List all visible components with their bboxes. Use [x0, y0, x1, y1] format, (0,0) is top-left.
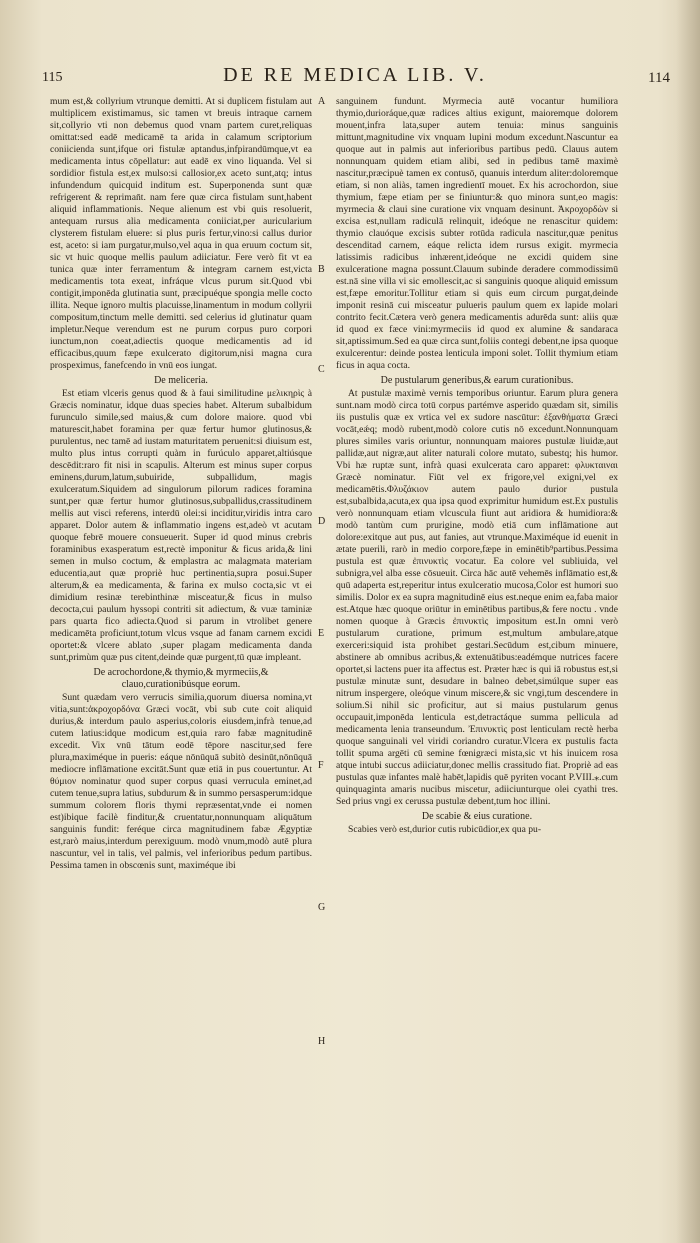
running-head: DE RE MEDICA LIB. V.	[223, 64, 487, 86]
paragraph-acrochordon: Sunt quædam vero verrucis similia,quorum diuersa nomina,vt vitia,sunt:ἀκροχορδόνα Græci vocāt, vbi sub cute coit aliquid durius,& interdum paulo asperius,coloris eiusdem,infrà tenue,ad cutem latius:idque modicum est,quia raro fabæ magnitudinē excedit. Vix vnū tātum eodē tēpore nascitur,sed fere plura,maximéque in pueris: eáque nōnūquā subitò desinūt,nōnūquā mediocre inflāmatione excitāt.Sunt quæ etiā in pus couertuntur. At θύμιον nominatur quod super corpus quasi verrucula eminet,ad cutem tenue,supra latius, subdurum & in summo persasperum:idque summum colorem floris thymi repræsentat,vnde ei nomen est)ibique facilè finditur,& cruentatur,nonnunquam aliquātum sanguinis fundit: feréque circa magnitudinem fabæ Ægyptiæ est,rarò maius,interdum perexiguum. modò vnum,modò autē plura nascuntur, vel in talis, vel palmis, vel inferioribus pedum partibus. Pessima tamen in obscœnis sunt, maximéque ibi	[50, 692, 312, 871]
left-column	[50, 96, 312, 1216]
right-column	[336, 96, 618, 1216]
paragraph-meliceria: Est etiam vlceris genus quod & à faui similitudine μελικηρὶς à Græcis nominatur, idque duas species habet. Alterum subalbidum furunculo simile,sed maius,& cum dolore maiore. quod vbi maturescit,habet foramina per quæ fertur humor glutinosus,& purulentus, nec tamē ad iustam maturitatem peruenit:si diuisum est, multo plus intus corrupti quàm in furúculo apparet,altiúsque descēdit:raro fit nisi in scapulis. Alterum est minus super corpus eminens,durum,latum,subuiride, subpallidum, magis exulceratum.Siquidem ad singulorum pilorum radices foramina sunt,per quæ fertur humor glutinosus,subpallidus,crassitudinem mellis aut visci referens, interdū olei:si inciditur,viridis intra caro apparet. Dolor autem & inflammatio ingens est,adeò vt acutam quoque febrē mouere consueuerit. Super id quod minus crebris foraminibus exasperatum est,rectè imponitur & ficus arida,& lini semen in mulso coctum, & emplastra ac malagmata materiam educentia,aut quæ propriè huc pertinentia,supra posui.Super alterum,& ea medicamenta, & farina ex mulso cocta,sic vt ei dimidium resinæ terebinthinæ misceatur,& ficus in mulso decocta,cui paulum hyssopi contriti sit adiectum, & vuæ taminiæ pars quarta fico adiecta.Quod si parum in vtrolibet genere medicamēta proficiunt,totum vlcus vsque ad fanam carnem excidi oportet:& vlcere ablato ,super plagam medicamenta danda sunt,primùm quæ pus citent,deinde quæ purgent,tū quæ impleant.	[50, 388, 312, 663]
paragraph-myrmecia: sanguinem fundunt. Myrmecia autē vocantur humiliora thymio,durioráque,quæ radices altius exigunt, maioremque dolorem mouent,infra lata,super autem tenuia: minus sanguinis mittunt,magnitudine vix vnquam lupini modum excedunt.Nascuntur ea quoque aut in palmis aut inferioribus partibus pedū. Clauus autem nonnunquam quidem etiam alibi, sed in pedibus tamē maximè nascitur,præcipuè tamen ex contusō, quanuis interdum aliter:doloremque etiam, si non aliàs, tamen ingredientī mouet. Ex his acrochordon, siue thymium, fæpe etiam per se finiuntur:& quo minora sunt,eo magis: myrmecia & claui sine curatione vix vnquam desinunt. Ἀκροχορδὼν si excisa est,nullam radiculā relinquit, ideóque ne renascitur quidem: thymio clauóque excisis subter rotūda radicula nascitur,quæ penitus descenditad carnem, eáque relicta idem rursus exigit. myrmecia latissimis radicibus inhærent,ideóque ne excidi quidem sine exulceratione magna possunt.Clauum subinde deradere commodissimū est.nā sine villa vi sic emollescit,ac si sanguinis quoque aliquid emissum est,fæpe emoritur.Tollitur etiam si quis eum circum purgat,deinde imponit resinā cui misceatur pulueris paulum quem ex lapide molari contrito fecit.Cætera verò genera medicamentis adurēda sunt: aliis quæ id quod ex fæce vini:myrmeciis id quod ex alumine & sandaraca sit,aptissimum.Sed ea quæ circa sunt,foliis contegi debent,ne ipsa quoque exulcerentur: deinde postea lenticula imponi solet. Tollit thymium etiam ficus in aqua cocta.	[336, 96, 618, 371]
margin-letter-h: H	[318, 1036, 326, 1047]
paragraph-fistula: mum est,& collyrium vtrunque demitti. At si duplicem fistulam aut multiplicem existimamus, sic tamen vt breuis intraque carnem sit,collyrio vti non debemus quod vnam partem curet,reliquas omittat:sed eadē medicamē ta arida in calamum scriptorium coniicienda sunt,ifque ori fistulæ aptandus,infpirandūmque,vt ea medicamenta intus cōpellatur: aut eadē ex vino liquanda. Vel si sordidior fistula est,ex mulso:si callosior,ex aceto sunt,atq; intus infundendum quicquid inditum est. Superponenda sunt quæ refrigerent & repriman̄t. nam fere quæ circa fistulam sunt,habent aliquid inflammationis. Neque alienum est vbi quis resoluerit, antequam rursus alia medicamenta coniiciat,per auricularium clysterem fistulam eluere: si plus puris fertur,vino:si callus durior est, aceto: si iam purgatur,mulso,vel aqua in qua eruum coctum sit, sic vt huic quoque mellis paulum adiiciatur. Fere verò fit vt ea tunica quæ inter ferramentum & integram carnem est,victa medicamentis tota exeat, infráque vlcus purum sit.Quod vbi contigit,imponēda glutinatia sunt, præcipuéque spongia melle cocto illita. Neque ignoro multis placuisse,linamentum in modum collyrii compositum,tinctum melle demitti. sed celerius id glutinatur quam impletur.Neque verendum est ne purum corpus puro corpori iunctum,non coeat,adiectis quoque medicamentis ad id efficacibus,quum fæpe exulcerato digitorum,nisi magna cura prospeximus, fanefcendo in vnū eos iungat.	[50, 96, 312, 371]
section-heading-pustulae: De pustularum generibus,& earum curationibus.	[380, 375, 574, 386]
section-heading-scabies: De scabie & eius curatione.	[421, 811, 533, 822]
section-heading-acrochordon: De acrochordone,& thymio,& myrmeciis,& clauo,curationibúsque eorum.	[93, 667, 269, 690]
margin-letter-e: E	[318, 628, 325, 639]
margin-letter-a: A	[318, 96, 326, 107]
section-heading-meliceria: De meliceria.	[154, 375, 208, 386]
paragraph-scabies: Scabies verò est,durior cutis rubicūdior,ex qua pu-	[348, 824, 542, 835]
margin-letter-d: D	[318, 516, 326, 527]
margin-letters	[314, 96, 334, 1196]
margin-letter-g: G	[318, 902, 326, 913]
page-header	[40, 64, 670, 98]
gutter-shadow	[676, 0, 700, 1243]
folio-number-right: 114	[648, 70, 670, 86]
folio-number-left: 115	[42, 70, 63, 85]
paragraph-pustulae: At pustulæ maximè vernis temporibus oriuntur. Earum plura genera sunt.nam modò circa totū corpus partémve asperido quædam sit, similis iis pustulis quæ ex vrtica vel ex sudore nascūtur: ἐξανθήματα Græci vocāt,eǽq; modò rubent,modò colore cutis nō excedunt.Nonnunquam plures similes varis oriuntur, nonnunquam maiores pustulæ liuidæ,aut pallidæ,aut nigræ,aut aliter naturali colore mutato, subestq; his humor. Vbi hæ ruptæ sunt, infrà quasi exulcerata caro apparet: φλυκταιναι Græcè nominatur. Fiūt vel ex frigore,vel exigni,vel ex medicamētis.Φλυζάκιον autem paulo durior pustula est,subalbida,acuta,ex qua ipsa quod exprimitur humidum est.Ex pustulis verò nonnunquam etiam vlcuscula fiunt aut aridiora & humidiora:& modò tantùm cum prurigine, modò etiā cum inflāmatione aut dolore:exitque aut pus, aut fanies, aut vtrunque.Maximéque id euenit in ætate puerili, rarò in medio corpore,fæpe in eminētib⁹partibus.Pessima pustula est quæ ἐπινυκτὶς vocatur. Ea colore vel subliuida, vel subnigra,vel alba esse cōsueuit. Circa hāc autē vehemēs inflāmatio est,& quū adaperta est,reperitur intus exulceratio mucosa,Color est humori suo similis. Dolor ex ea supra magnitudinē eius est.neque enim ea,faba maior est.Atque hæc quoque oriūtur in eminētibus partibus,& fere noctu . vnde nomen quoque à Græcis ἐπινυκτὶς impositum est.In omni verò pustularum curatione, primum est,multum ambulare,atque exerceri:siquid ista prohibet gestari.Secūdum est,cibum minuere, abstinere ab omnibus acribus,& extenuātibus:eadémque nutrices facere oportet,si lactens puer ita affectus est. Præter hæc is qui iā robustus est,si pustulæ minutæ sunt, desudare in balneo debet,simúlque super eas nitrum inspergere, oleóque vinum miscere,& sic vngi,tum descendere in solium.Si nihil sic proficitur, aut si maius pustularum genus occupauit,imponēda lenticula est,detractáque summa pellicula ad medicamenta lenia transeundum. Ἐπινυκτὶς post lenticulam rectè herba quoque sanguinali vel viridi coriandro curatur.Vlcera ex pustulis facta tollit spuma argēti cū semine fœnigræci mista,sic vt his inuicem rosa atque intubi succus adiiciatur,donec mellis crassitudo fiat. Propriè ad eas pustulas quæ infantes malè habēt,lapidis quē pyriten vocant P.VIII.⁎.cum quinquaginta amaris nucibus miscetur, adiiciunturque olei cyathi tres. Sed prius vngi ex cerussa pustulæ debent,tum hoc illini.	[336, 388, 618, 807]
margin-letter-c: C	[318, 364, 325, 375]
margin-letter-f: F	[318, 760, 324, 771]
margin-letter-b: B	[318, 264, 325, 275]
